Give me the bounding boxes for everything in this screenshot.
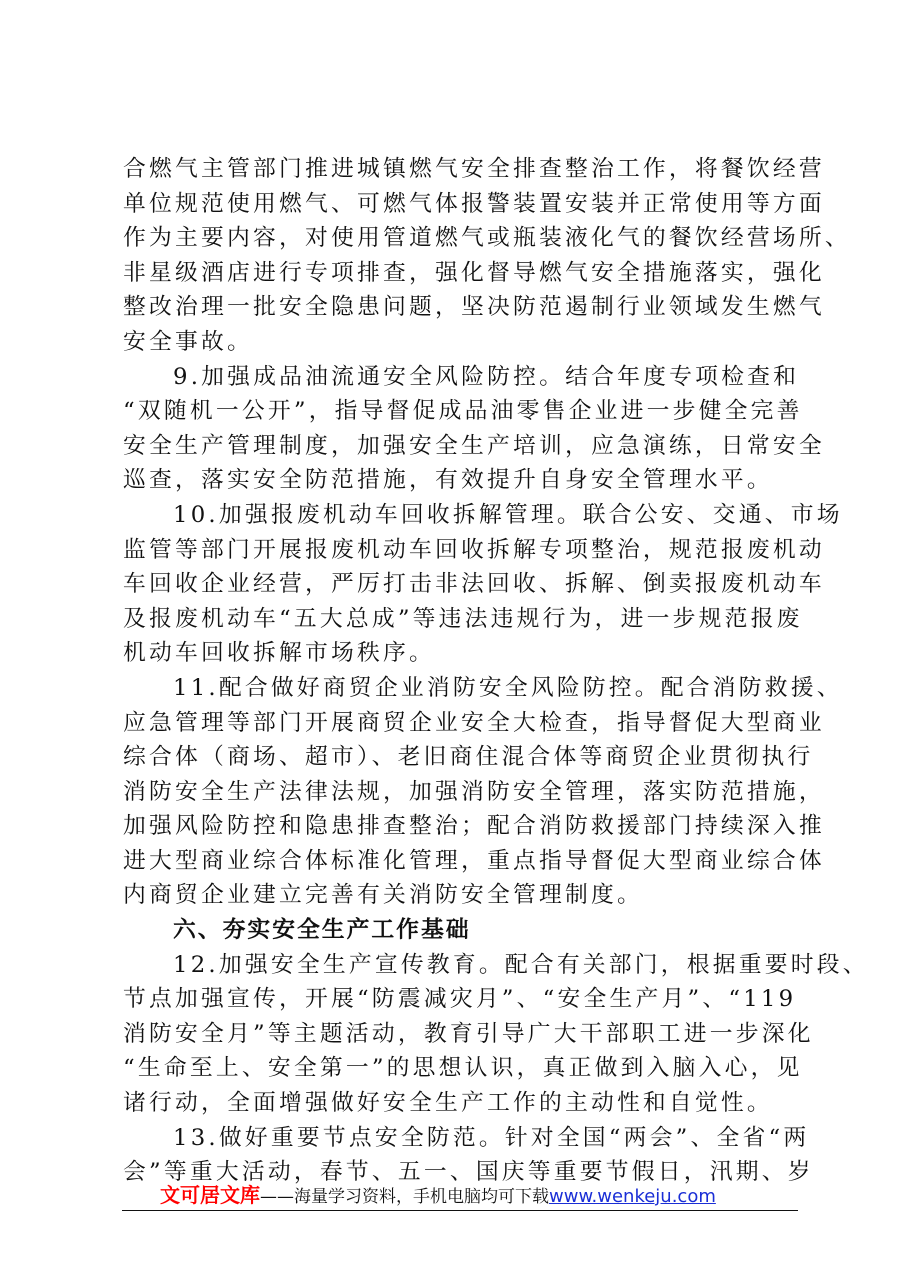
text-line: 13.做好重要节点安全防范。针对全国“两会”、全省“两 [173, 1124, 810, 1151]
text-line: 进大型商业综合体标准化管理，重点指导督促大型商业综合体 [123, 847, 825, 874]
footer-divider [122, 1210, 798, 1211]
paragraph-item-11 [123, 671, 843, 913]
text-line: 诸行动，全面增强做好安全生产工作的主动性和自觉性。 [123, 1090, 773, 1117]
footer-url-link[interactable]: www.wenkeju.com [549, 1186, 716, 1207]
footer-brand: 文可居文库 [160, 1183, 260, 1207]
text-line: 监管等部门开展报废机动车回收拆解专项整治，规范报废机动 [123, 536, 825, 563]
paragraph-item-12 [123, 948, 869, 1121]
text-line: 车回收企业经营，严厉打击非法回收、拆解、倒卖报废机动车 [123, 571, 825, 598]
text-line: 机动车回收拆解市场秩序。 [123, 640, 435, 667]
text-line: 加强风险防控和隐患排查整治；配合消防救援部门持续深入推 [123, 813, 825, 840]
text-line: “双随机一公开”，指导督促成品油零售企业进一步健全完善 [123, 398, 803, 425]
text-line: 12.加强安全生产宣传教育。配合有关部门，根据重要时段、 [173, 951, 869, 978]
text-line: 11.配合做好商贸企业消防安全风险防控。配合消防救援、 [173, 674, 843, 701]
text-line: 及报废机动车“五大总成”等违法违规行为，进一步规范报废 [123, 605, 803, 632]
text-line: 整改治理一批安全隐患问题，坚决防范遏制行业领域发生燃气 [123, 294, 825, 321]
document-body [123, 152, 869, 1190]
paragraph-item-10 [123, 498, 843, 671]
text-line: 合燃气主管部门推进城镇燃气安全排查整治工作，将餐饮经营 [123, 156, 825, 182]
text-line: 消防安全月”等主题活动，教育引导广大干部职工进一步深化 [123, 1020, 814, 1047]
paragraph-continuation [123, 152, 851, 360]
text-line: 应急管理等部门开展商贸企业安全大检查，指导督促大型商业 [123, 709, 825, 736]
text-line: 安全生产管理制度，加强安全生产培训，应急演练，日常安全 [123, 432, 825, 459]
text-line: 会”等重大活动，春节、五一、国庆等重要节假日，汛期、岁 [123, 1159, 814, 1186]
footer-banner [160, 1180, 716, 1210]
text-line: 节点加强宣传，开展“防震减灾月”、“安全生产月”、“119 [123, 986, 797, 1013]
section-heading: 六、夯实安全生产工作基础 [173, 917, 471, 944]
text-line: 单位规范使用燃气、可燃气体报警装置安装并正常使用等方面 [123, 190, 825, 217]
text-line: 安全事故。 [123, 328, 253, 355]
text-line: 作为主要内容，对使用管道燃气或瓶装液化气的餐饮经营场所、 [123, 225, 851, 252]
paragraph-item-9 [123, 360, 825, 498]
footer-tagline: ——海量学习资料，手机电脑均可下载 [260, 1187, 549, 1207]
text-line: “生命至上、安全第一”的思想认识，真正做到入脑入心，见 [123, 1055, 803, 1082]
text-line: 9.加强成品油流通安全风险防控。结合年度专项检查和 [173, 363, 800, 390]
text-line: 非星级酒店进行专项排查，强化督导燃气安全措施落实，强化 [123, 259, 825, 286]
text-line: 内商贸企业建立完善有关消防安全管理制度。 [123, 882, 643, 909]
text-line: 消防安全生产法律法规，加强消防安全管理，落实防范措施， [123, 778, 825, 805]
text-line: 10.加强报废机动车回收拆解管理。联合公安、交通、市场 [173, 501, 843, 528]
text-line: 巡查，落实安全防范措施，有效提升自身安全管理水平。 [123, 467, 773, 494]
text-line: 综合体（商场、超市）、老旧商住混合体等商贸企业贯彻执行 [123, 744, 814, 771]
